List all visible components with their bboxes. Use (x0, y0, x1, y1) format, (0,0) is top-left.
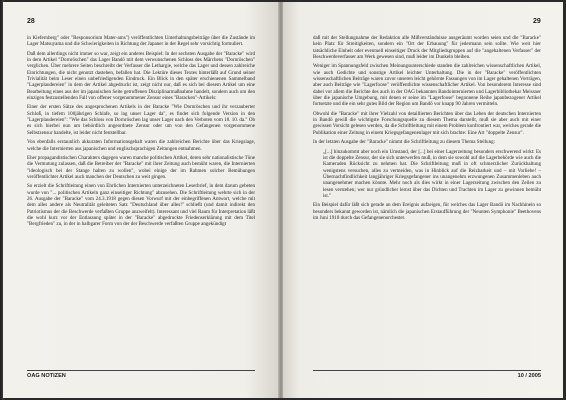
paragraph: Von ebenfalls erstaunlich akkuraten Informationsgehalt waren die zahlreichen Berichte über das Kriegslage, welche die Internierten aus japanischen und englischsprachigen Zeitungen entnahmen. (27, 139, 255, 152)
paragraph: Eher propagandistischen Charakters dagegen waren manche politischen Artikel, deren sehr nationalistische Töne die Vermutung zulassen, daß die Betreiber der "Baracke" mit ihrer Zeitung auch bemüht waren, die Internierten "ideologisch bei der Stange halten zu wollen", wobei einige der im Rahmen solcher Bemühungen veröffentlichter Artikel auch manchen der Deutschen zu weit gingen. (27, 154, 255, 180)
paragraph: So erzielt die Schriftleitung einen von Ehrlichen Internierten unterzeichneten Leserbrief, in dem darum gebeten wurde von "... politischen Artikeln ganz einseitiger Richtung" abzusehen. Die Schriftleitung wehrte sich in der 26. Ausgabe der "Baracke" vom 24.3.1918 gegen diesen Vorwurf mit der einbegriffenen Antwort, welche mit dem alles andere als Neutralität geleiteten Satz "Deutschland über alles!" schließt (und damit indirekt den Patriotismus der die Beschwerde verfaßten Gruppe anzweifelt). Interessant und viel Raum für Interpretation läßt die wohl kurz vor der Entlassung später in der "Baracke" abgedruckte Friedenserklärung mit dem Titel "Bergfrieden" zu, in der in halbgarer Form von der der Beschwerde verfaßten Gruppe angekündigt (27, 183, 255, 228)
paragraph: Weniger im Spannungsfeld zwischen Meinungsunterschiede standen die zahlreichen wissenschaftlichen Artikel, wie auch Gedichte und sonstige Artikel leichter Unterhaltung. Die in der "Baracke" veröffentlichten wissenschaftlichen Beiträge waren zuvor unseren leicht gehörnte Fassungen von im Lager gehaltenen Vorträgen, aber auch Beiträge wie "Lagerfoose" veröffentlichte wissenschaftlicher Artikel. Von besonderem Interesse sind dabei vor allem die Berichte des auch in der OAG bekannten Bandointernierten und Lagerbibliothekar Meissner über die japanische Umgebung, mit denen er seine im "Lagerfoose" begonnene Reihe japanbezogener Artikel fortsetzte und die ein sehr gutes Bild der Region um Bandō vor knapp 90 Jahren vermitteln. (313, 63, 541, 108)
paragraph: Ein Beispiel dafür läßt sich gerade an dem Ereignis aufzeigen, für welches das Lager Bandō im Nachhinein so besonders bekannt geworden ist, nämlich die japanischen Erstaufführung der "Neunten Symphonie" Beethovens im Juni 1918 durch das Gefangenenorchester. (313, 202, 541, 221)
left-page-body (27, 35, 255, 228)
right-page (283, 2, 563, 398)
paragraph: in Kiefernberg" oder "Responsorium Mater-ams") veröffentlichten Unterhaltungsbeiträge über die Zustände im Lager Matsuyama und die Schwierigkeiten in Richtung der Japaner in der Regel sehr vorsichtig formuliert. (27, 35, 255, 48)
paragraph: daß mit der Stellungnahme der Redaktion alle Mißverständnisse ausgeräumt worden seien und die "Baracke" kein Platz für Streitigkeiten, sondern ein "Ort der Erbauung" für jedermann sein sollte. Wie weit hier tatsächliche Einheit oder eventuell einseitiger Druck der Mitgliedsgruppen auf die "angehaltenen Verfasser" der Beschwerdeverfasser am Werk gewesen sind, muß leider im Dunkeln bleiben. (313, 35, 541, 61)
footer-right: 10 / 2005 (313, 370, 541, 379)
left-page (3, 2, 279, 398)
footer-left: OAG NOTIZEN (27, 370, 255, 379)
paragraph: Daß dem allerdings nicht immer so war, zeigt ein anderes Beispiel: In der sechsten Ausgabe der "Baracke" wird in dem Artikel "Dornröschen" das Lager Bandō mit dem verwunschenen Schloss des Märchens "Dornröschen" verglichen. Über mehrere Seiten beschreibt der Verfasser die Lethargie, welche das Lager und dessen zahlreiche Einrichtungen, die nicht genutzt dastehen, befallen hat. Die Lektüre dieses Textes hinterläßt auf Grund seiner Trivialität beim Leser einen unbefriedigenden Eindruck. Ein Blick in den später erschienenen Sammelband "Lagerplaudereien" in dem der Artikel abgedruckt ist, zeigt nicht nur, daß es sich bei diesem Artikel um eine Bearbeitung eines aus der im japanischen Seite getroffenen Disziplinarmaßnahme handelt, sondern auch um den einzigen festzustellenden Fall von offener vorgenommener Zensur eines "Baracken"-Artikels: (27, 50, 255, 102)
block-quote: „[...] hinzukommt aber noch ein Umstand, der [...] bei einer Lagerzeitung besonders erschwerend wirkt: Es ist die doppelte Zensur, der sie sich unterwerfen muß, in dem sie sowohl auf die Lagerbehörde wie auch die Kameraden Rücksicht zu nehmen hat. Die Schriftleitung muß in oft schmerzlicher Zurückhaltung wenigstens versuchen, alles zu vermeiden, was in Hinblick auf die Reizbarkeit und – mit Vorliebe! – Übernachtfindlichkeit langjähriger Kriegsgefangener ins unangenehm erzwungenen Zusammenleben auch unangenehmer machen könnte. Mehr noch als dies wirkt in einer Lagerzeitung zwischen den Zeilen zu lesen verstehen; wer nur gründlicher lernst über das Dichten und Trachten im Lager zu gewinnen bemüht ist." (323, 148, 541, 199)
paragraph: Einer der ersten Sätze des angesprochenen Artikels in der Baracke "Wie Dornröschen und ihr verzauberter Schloß, in tiefem 100jährigen Schlafe, so lag unser Lager da", es findet sich folgende Version in den "Lagerplaudereien": "Wie das Schloss von Dornröschen lag unser Lager nach den Verboten vom 18. 10. da." Ob es sich hierbei nun um behördlich angeordnete Zensur oder um von den Gefangenen vorgenommene Selbstzensur handelte, ist leider nicht feststellbar. (27, 104, 255, 136)
right-page-body (313, 35, 541, 221)
page-number-right: 29 (533, 18, 541, 25)
page-number-left: 28 (27, 18, 35, 25)
paragraph: In der letzten Ausgabe der "Baracke" nimmt die Schriftleitung zu diesem Thema Stellung: (313, 139, 496, 146)
paragraph: Obwohl die "Baracke" mit ihrer Vielzahl von detaillierten Berichten über das Leben der deutschen Internierten in Bandō gewiß die wichtigste Forschungsquelle zu diesem Thema darstellt, muß sie aber auch mit einer gewissen Vorsicht gelesen werden, da die Schriftleitung mit einem Problem konfrontiert war, welches gerade die Publikation einer Zeitung in einem Kriegsgefangenenlager mit sich brachte: Eine Art "doppelte Zensur". (313, 110, 541, 136)
